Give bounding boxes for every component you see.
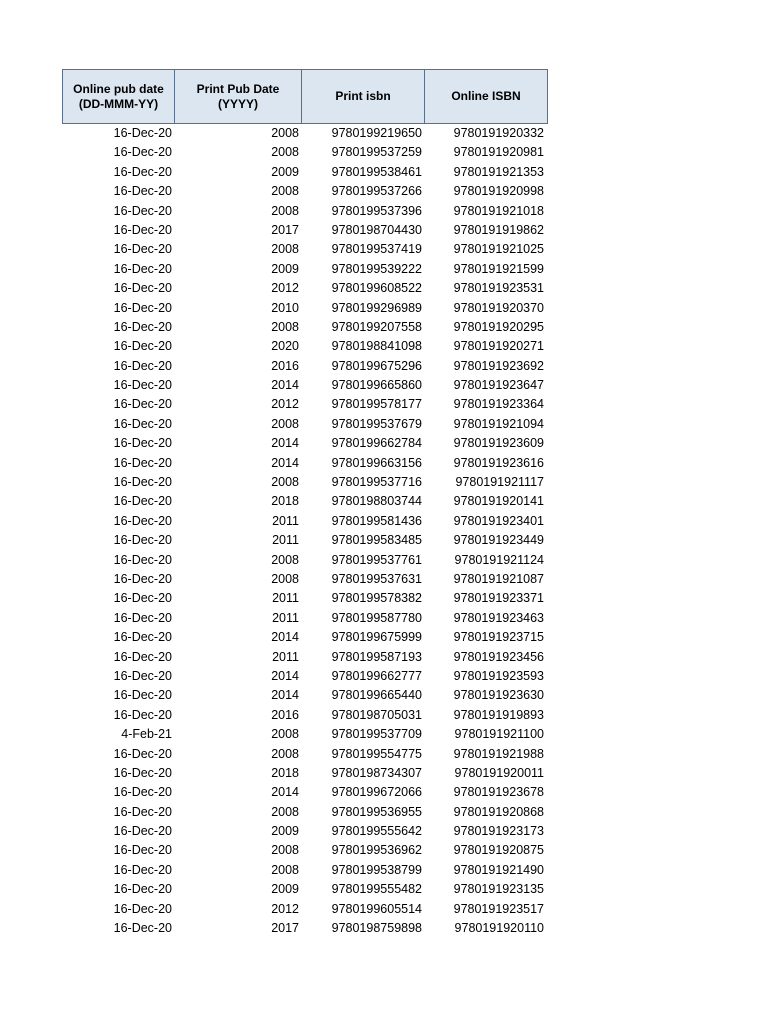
table-row <box>62 376 548 395</box>
cell-online-isbn[interactable]: 9780191921599 <box>453 261 544 276</box>
cell-online-isbn[interactable]: 9780191920271 <box>453 339 544 354</box>
cell-print-pub-date[interactable]: 2008 <box>271 746 299 761</box>
cell-print-pub-date[interactable]: 2008 <box>271 242 299 257</box>
cell-online-isbn[interactable]: 9780191920998 <box>453 184 544 199</box>
table-row <box>62 473 548 492</box>
cell-online-pub-date[interactable]: 16-Dec-20 <box>113 533 172 548</box>
cell-print-pub-date[interactable]: 2012 <box>271 901 299 916</box>
cell-online-pub-date[interactable]: 16-Dec-20 <box>113 513 172 528</box>
table-body <box>62 124 548 938</box>
cell-print-isbn[interactable]: 9780199537761 <box>331 552 422 567</box>
cell-print-pub-date[interactable]: 2008 <box>271 862 299 877</box>
cell-print-pub-date[interactable]: 2008 <box>271 552 299 567</box>
cell-print-isbn[interactable]: 9780198759898 <box>331 921 422 936</box>
cell-online-isbn[interactable]: 9780191923593 <box>453 668 544 683</box>
table-row <box>62 240 548 259</box>
header-online-pub-date[interactable]: Online pub date (DD-MMM-YY) <box>63 70 175 123</box>
cell-print-pub-date[interactable]: 2008 <box>271 319 299 334</box>
cell-print-pub-date[interactable]: 2016 <box>271 707 299 722</box>
cell-online-pub-date[interactable]: 16-Dec-20 <box>113 126 172 140</box>
cell-print-pub-date[interactable]: 2020 <box>271 339 299 354</box>
cell-online-isbn[interactable]: 9780191920110 <box>454 921 544 936</box>
cell-print-isbn[interactable]: 9780199539222 <box>331 261 422 276</box>
cell-online-pub-date[interactable]: 4-Feb-21 <box>121 727 172 742</box>
cell-print-pub-date[interactable]: 2008 <box>271 475 299 490</box>
cell-online-isbn[interactable]: 9780191921117 <box>455 475 544 490</box>
cell-print-pub-date[interactable]: 2017 <box>271 222 299 237</box>
table-row <box>62 337 548 356</box>
cell-print-pub-date[interactable]: 2011 <box>272 610 299 625</box>
cell-print-pub-date[interactable]: 2008 <box>271 843 299 858</box>
data-table <box>62 69 548 938</box>
cell-online-isbn[interactable]: 9780191923135 <box>453 882 544 897</box>
cell-online-isbn[interactable]: 9780191921018 <box>453 203 544 218</box>
cell-print-isbn[interactable]: 9780199578382 <box>331 591 422 606</box>
cell-online-isbn[interactable]: 9780191921353 <box>453 164 544 179</box>
cell-online-pub-date[interactable]: 16-Dec-20 <box>113 901 172 916</box>
cell-online-isbn[interactable]: 9780191921490 <box>453 862 544 877</box>
table-row <box>62 512 548 531</box>
header-print-pub-date[interactable]: Print Pub Date (YYYY) <box>175 70 302 123</box>
cell-online-isbn[interactable]: 9780191923449 <box>453 533 544 548</box>
cell-online-pub-date[interactable]: 16-Dec-20 <box>113 591 172 606</box>
cell-online-pub-date[interactable]: 16-Dec-20 <box>113 261 172 276</box>
table-header-row <box>62 69 548 124</box>
cell-print-isbn[interactable]: 9780199537396 <box>331 203 422 218</box>
cell-online-isbn[interactable]: 9780191920981 <box>453 145 544 160</box>
table-row <box>62 667 548 686</box>
table-row <box>62 163 548 182</box>
cell-print-pub-date[interactable]: 2008 <box>271 145 299 160</box>
cell-print-isbn[interactable]: 9780199538799 <box>331 862 422 877</box>
cell-online-isbn[interactable]: 9780191923616 <box>453 455 544 470</box>
table-row <box>62 919 548 938</box>
table-row <box>62 299 548 318</box>
cell-online-isbn[interactable]: 9780191923531 <box>453 281 544 296</box>
cell-print-isbn[interactable]: 9780198803744 <box>331 494 422 509</box>
cell-print-pub-date[interactable]: 2011 <box>272 649 299 664</box>
cell-online-isbn[interactable]: 9780191920141 <box>453 494 544 509</box>
cell-print-isbn[interactable]: 9780199537419 <box>331 242 422 257</box>
table-row <box>62 357 548 376</box>
cell-online-isbn[interactable]: 9780191919862 <box>453 222 544 237</box>
cell-online-pub-date[interactable]: 16-Dec-20 <box>113 882 172 897</box>
table-row <box>62 764 548 783</box>
cell-online-isbn[interactable]: 9780191923517 <box>453 901 544 916</box>
table-row <box>62 783 548 802</box>
cell-online-isbn[interactable]: 9780191923715 <box>453 630 544 645</box>
cell-print-isbn[interactable]: 9780199675999 <box>331 630 422 645</box>
cell-print-isbn[interactable]: 9780199537709 <box>331 727 422 742</box>
table-row <box>62 415 548 434</box>
cell-online-pub-date[interactable]: 16-Dec-20 <box>113 552 172 567</box>
cell-online-pub-date[interactable]: 16-Dec-20 <box>113 145 172 160</box>
cell-online-isbn[interactable]: 9780191923678 <box>453 785 544 800</box>
cell-online-pub-date[interactable]: 16-Dec-20 <box>113 339 172 354</box>
cell-online-isbn[interactable]: 9780191923364 <box>453 397 544 412</box>
table-row <box>62 686 548 705</box>
table-row <box>62 725 548 744</box>
cell-print-isbn[interactable]: 9780199587780 <box>331 610 422 625</box>
cell-online-isbn[interactable]: 9780191923609 <box>453 436 544 451</box>
table-row <box>62 745 548 764</box>
cell-online-isbn[interactable]: 9780191919893 <box>453 707 544 722</box>
cell-print-pub-date[interactable]: 2009 <box>271 824 299 839</box>
cell-online-isbn[interactable]: 9780191920370 <box>453 300 544 315</box>
cell-online-isbn[interactable]: 9780191923456 <box>453 649 544 664</box>
cell-print-pub-date[interactable]: 2008 <box>271 727 299 742</box>
cell-online-pub-date[interactable]: 16-Dec-20 <box>113 397 172 412</box>
cell-online-pub-date[interactable]: 16-Dec-20 <box>113 610 172 625</box>
cell-online-pub-date[interactable]: 16-Dec-20 <box>113 475 172 490</box>
table-row <box>62 589 548 608</box>
table-row <box>62 531 548 550</box>
cell-print-pub-date[interactable]: 2012 <box>271 397 299 412</box>
cell-print-pub-date[interactable]: 2008 <box>271 571 299 586</box>
cell-online-pub-date[interactable]: 16-Dec-20 <box>113 242 172 257</box>
cell-print-isbn[interactable]: 9780199207558 <box>331 319 422 334</box>
cell-print-isbn[interactable]: 9780199583485 <box>331 533 422 548</box>
cell-print-isbn[interactable]: 9780199665860 <box>331 378 422 393</box>
table-row <box>62 900 548 919</box>
cell-print-isbn[interactable]: 9780199662784 <box>331 436 422 451</box>
cell-print-isbn[interactable]: 9780199537679 <box>331 416 422 431</box>
cell-online-pub-date[interactable]: 16-Dec-20 <box>113 455 172 470</box>
cell-online-pub-date[interactable]: 16-Dec-20 <box>113 824 172 839</box>
cell-online-pub-date[interactable]: 16-Dec-20 <box>113 843 172 858</box>
cell-print-isbn[interactable]: 9780199296989 <box>331 300 422 315</box>
cell-print-isbn[interactable]: 9780198734307 <box>331 765 422 780</box>
cell-print-pub-date[interactable]: 2014 <box>271 378 299 393</box>
table-row <box>62 143 548 162</box>
cell-print-pub-date[interactable]: 2014 <box>271 785 299 800</box>
cell-online-pub-date[interactable]: 16-Dec-20 <box>113 630 172 645</box>
cell-print-isbn[interactable]: 9780199662777 <box>331 668 422 683</box>
cell-online-isbn[interactable]: 9780191921124 <box>454 552 544 567</box>
cell-print-pub-date[interactable]: 2017 <box>271 921 299 936</box>
cell-online-pub-date[interactable]: 16-Dec-20 <box>113 494 172 509</box>
cell-print-pub-date[interactable]: 2014 <box>271 688 299 703</box>
cell-online-isbn[interactable]: 9780191923173 <box>453 824 544 839</box>
cell-online-isbn[interactable]: 9780191920875 <box>453 843 544 858</box>
cell-print-pub-date[interactable]: 2008 <box>271 203 299 218</box>
cell-online-isbn[interactable]: 9780191921087 <box>453 571 544 586</box>
cell-print-isbn[interactable]: 9780199672066 <box>331 785 422 800</box>
cell-online-pub-date[interactable]: 16-Dec-20 <box>113 571 172 586</box>
cell-online-isbn[interactable]: 9780191923647 <box>453 378 544 393</box>
cell-print-pub-date[interactable]: 2014 <box>271 630 299 645</box>
cell-print-isbn[interactable]: 9780199555482 <box>331 882 422 897</box>
cell-print-pub-date[interactable]: 2009 <box>271 261 299 276</box>
cell-online-pub-date[interactable]: 16-Dec-20 <box>113 785 172 800</box>
cell-print-isbn[interactable]: 9780199536962 <box>331 843 422 858</box>
cell-print-isbn[interactable]: 9780198704430 <box>331 222 422 237</box>
cell-online-isbn[interactable]: 9780191920868 <box>453 804 544 819</box>
cell-print-isbn[interactable]: 9780198705031 <box>331 707 422 722</box>
table-row <box>62 628 548 647</box>
cell-online-isbn[interactable]: 9780191923371 <box>453 591 544 606</box>
cell-online-pub-date[interactable]: 16-Dec-20 <box>113 765 172 780</box>
table-row <box>62 861 548 880</box>
cell-print-pub-date[interactable]: 2008 <box>271 416 299 431</box>
cell-online-isbn[interactable]: 9780191920332 <box>453 126 544 140</box>
cell-online-pub-date[interactable]: 16-Dec-20 <box>113 222 172 237</box>
cell-print-isbn[interactable]: 9780199665440 <box>331 688 422 703</box>
cell-online-isbn[interactable]: 9780191923401 <box>453 513 544 528</box>
cell-online-pub-date[interactable]: 16-Dec-20 <box>113 668 172 683</box>
cell-print-isbn[interactable]: 9780199555642 <box>331 824 422 839</box>
cell-print-isbn[interactable]: 9780199537259 <box>331 145 422 160</box>
cell-print-pub-date[interactable]: 2008 <box>271 804 299 819</box>
table-row <box>62 395 548 414</box>
table-row <box>62 318 548 337</box>
cell-print-pub-date[interactable]: 2011 <box>272 513 299 528</box>
cell-online-isbn[interactable]: 9780191921025 <box>453 242 544 257</box>
cell-online-isbn[interactable]: 9780191921988 <box>453 746 544 761</box>
cell-print-isbn[interactable]: 9780199587193 <box>331 649 422 664</box>
cell-online-isbn[interactable]: 9780191921100 <box>454 727 544 742</box>
header-online-isbn[interactable]: Online ISBN <box>451 89 521 103</box>
table-row <box>62 609 548 628</box>
table-row <box>62 202 548 221</box>
table-row <box>62 492 548 511</box>
cell-online-pub-date[interactable]: 16-Dec-20 <box>113 378 172 393</box>
table-row <box>62 260 548 279</box>
cell-print-isbn[interactable]: 9780199663156 <box>331 455 422 470</box>
table-row <box>62 221 548 240</box>
cell-print-isbn[interactable]: 9780199578177 <box>331 397 422 412</box>
cell-online-pub-date[interactable]: 16-Dec-20 <box>113 746 172 761</box>
cell-online-pub-date[interactable]: 16-Dec-20 <box>113 688 172 703</box>
cell-online-pub-date[interactable]: 16-Dec-20 <box>113 300 172 315</box>
cell-online-pub-date[interactable]: 16-Dec-20 <box>113 707 172 722</box>
table-row <box>62 880 548 899</box>
cell-print-isbn[interactable]: 9780198841098 <box>331 339 422 354</box>
header-print-isbn[interactable]: Print isbn <box>302 70 425 123</box>
cell-online-isbn[interactable]: 9780191923463 <box>453 610 544 625</box>
cell-print-pub-date[interactable]: 2018 <box>271 765 299 780</box>
cell-print-pub-date[interactable]: 2014 <box>271 668 299 683</box>
cell-online-pub-date[interactable]: 16-Dec-20 <box>113 921 172 936</box>
cell-print-pub-date[interactable]: 2010 <box>271 300 299 315</box>
table-row <box>62 648 548 667</box>
cell-online-pub-date[interactable]: 16-Dec-20 <box>113 164 172 179</box>
cell-online-pub-date[interactable]: 16-Dec-20 <box>113 203 172 218</box>
cell-online-pub-date[interactable]: 16-Dec-20 <box>113 862 172 877</box>
cell-online-pub-date[interactable]: 16-Dec-20 <box>113 358 172 373</box>
cell-print-pub-date[interactable]: 2008 <box>271 184 299 199</box>
cell-print-pub-date[interactable]: 2008 <box>271 126 299 140</box>
table-row <box>62 551 548 570</box>
cell-online-pub-date[interactable]: 16-Dec-20 <box>113 436 172 451</box>
cell-print-pub-date[interactable]: 2011 <box>272 591 299 606</box>
cell-print-pub-date[interactable]: 2011 <box>272 533 299 548</box>
table-row <box>62 434 548 453</box>
cell-print-isbn[interactable]: 9780199554775 <box>331 746 422 761</box>
table-row <box>62 124 548 143</box>
cell-online-isbn[interactable]: 9780191923692 <box>453 358 544 373</box>
cell-print-pub-date[interactable]: 2018 <box>271 494 299 509</box>
cell-print-isbn[interactable]: 9780199536955 <box>331 804 422 819</box>
cell-print-pub-date[interactable]: 2009 <box>271 164 299 179</box>
cell-print-isbn[interactable]: 9780199537631 <box>331 571 422 586</box>
cell-online-pub-date[interactable]: 16-Dec-20 <box>113 804 172 819</box>
cell-online-pub-date[interactable]: 16-Dec-20 <box>113 416 172 431</box>
table-row <box>62 570 548 589</box>
table-row <box>62 279 548 298</box>
table-row <box>62 822 548 841</box>
table-row <box>62 454 548 473</box>
cell-print-pub-date[interactable]: 2014 <box>271 436 299 451</box>
cell-print-isbn[interactable]: 9780199538461 <box>331 164 422 179</box>
cell-online-isbn[interactable]: 9780191921094 <box>453 416 544 431</box>
cell-online-pub-date[interactable]: 16-Dec-20 <box>113 649 172 664</box>
cell-print-isbn[interactable]: 9780199605514 <box>331 901 422 916</box>
cell-print-pub-date[interactable]: 2012 <box>271 281 299 296</box>
cell-print-isbn[interactable]: 9780199675296 <box>331 358 422 373</box>
cell-online-isbn[interactable]: 9780191920011 <box>454 765 544 780</box>
cell-print-pub-date[interactable]: 2016 <box>271 358 299 373</box>
cell-print-isbn[interactable]: 9780199608522 <box>331 281 422 296</box>
table-row <box>62 841 548 860</box>
table-row <box>62 706 548 725</box>
cell-online-pub-date[interactable]: 16-Dec-20 <box>113 319 172 334</box>
cell-online-isbn[interactable]: 9780191920295 <box>453 319 544 334</box>
cell-online-pub-date[interactable]: 16-Dec-20 <box>113 184 172 199</box>
cell-print-isbn[interactable]: 9780199537266 <box>331 184 422 199</box>
cell-print-pub-date[interactable]: 2009 <box>271 882 299 897</box>
cell-print-isbn[interactable]: 9780199581436 <box>331 513 422 528</box>
table-row <box>62 803 548 822</box>
cell-online-isbn[interactable]: 9780191923630 <box>453 688 544 703</box>
cell-print-pub-date[interactable]: 2014 <box>271 455 299 470</box>
cell-print-isbn[interactable]: 9780199219650 <box>331 126 422 140</box>
table-row <box>62 182 548 201</box>
cell-print-isbn[interactable]: 9780199537716 <box>331 475 422 490</box>
cell-online-pub-date[interactable]: 16-Dec-20 <box>113 281 172 296</box>
